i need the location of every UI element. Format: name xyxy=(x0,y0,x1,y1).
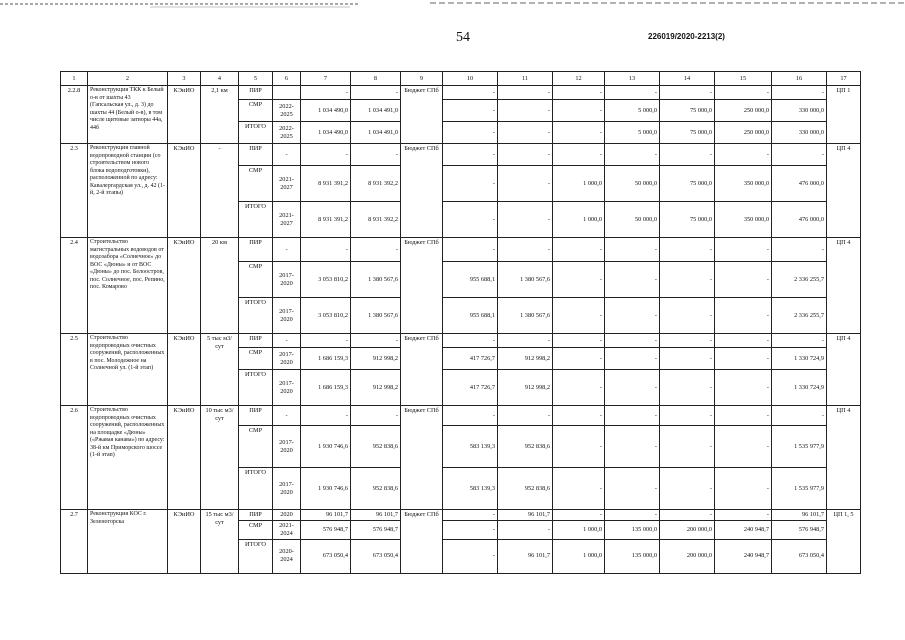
value-cell: 200 000,0 xyxy=(660,520,715,539)
value-cell: - xyxy=(301,238,351,262)
period: 2017-2020 xyxy=(273,370,301,406)
value-cell: - xyxy=(443,520,498,539)
column-header: 7 xyxy=(301,72,351,86)
value-cell: - xyxy=(301,86,351,100)
funding-source: Бюджет СПб xyxy=(401,334,443,406)
page-number: 54 xyxy=(456,30,470,45)
funding-source: Бюджет СПб xyxy=(401,144,443,238)
work-type: ПИР xyxy=(239,510,273,521)
value-cell: - xyxy=(605,238,660,262)
value-cell: - xyxy=(553,122,605,144)
column-header: 2 xyxy=(88,72,168,86)
value-cell: 955 688,1 xyxy=(443,298,498,334)
table-row xyxy=(61,406,861,426)
funding-source: Бюджет СПб xyxy=(401,406,443,510)
value-cell: - xyxy=(443,406,498,426)
value-cell: - xyxy=(605,334,660,348)
value-cell: - xyxy=(605,510,660,521)
value-cell: - xyxy=(715,334,772,348)
period: 2021-2024 xyxy=(273,520,301,539)
table-row xyxy=(61,238,861,262)
period: 2017-2020 xyxy=(273,348,301,370)
capacity: - xyxy=(201,144,239,238)
value-cell: - xyxy=(498,334,553,348)
value-cell: - xyxy=(443,86,498,100)
object-name: Строительство водопроводных очистных сооружений, расположенных на площадке «Дюны» («Ржавая канава») по адресу: 38-й км Приморского шоссе (1-й этап) xyxy=(88,406,168,510)
target-indicator: ЦП 4 xyxy=(827,144,861,238)
work-type: ИТОГО xyxy=(239,370,273,406)
value-cell: - xyxy=(660,334,715,348)
column-header: 16 xyxy=(772,72,827,86)
responsible-body: КЭиИО xyxy=(168,510,201,574)
value-cell: 476 000,0 xyxy=(772,166,827,202)
value-cell: 50 000,0 xyxy=(605,166,660,202)
work-type: ПИР xyxy=(239,144,273,166)
value-cell: 1 000,0 xyxy=(553,539,605,573)
row-number: 2.4 xyxy=(61,238,88,334)
work-type: ИТОГО xyxy=(239,298,273,334)
row-number: 2.7 xyxy=(61,510,88,574)
table-header xyxy=(61,72,861,86)
value-cell: - xyxy=(715,510,772,521)
value-cell: 417 726,7 xyxy=(443,348,498,370)
responsible-body: КЭиИО xyxy=(168,86,201,144)
value-cell: 1 535 977,9 xyxy=(772,468,827,510)
value-cell: - xyxy=(660,262,715,298)
funding-source: Бюджет СПб xyxy=(401,86,443,144)
value-cell: - xyxy=(498,144,553,166)
target-indicator: ЦП 4 xyxy=(827,238,861,334)
value-cell: - xyxy=(553,468,605,510)
value-cell: 583 139,3 xyxy=(443,426,498,468)
period: - xyxy=(273,334,301,348)
work-type: СМР xyxy=(239,166,273,202)
value-cell: 330 000,0 xyxy=(772,100,827,122)
funding-source: Бюджет СПб xyxy=(401,510,443,574)
value-cell: 1 000,0 xyxy=(553,520,605,539)
row-number: 2.6 xyxy=(61,406,88,510)
value-cell: - xyxy=(605,426,660,468)
table-row xyxy=(61,144,861,166)
object-name: Строительство водопроводных очистных сооружений, расположенных в пос. Молодежное на Солнечной ул. (1-й этап) xyxy=(88,334,168,406)
value-cell: 350 000,0 xyxy=(715,202,772,238)
value-cell: - xyxy=(553,334,605,348)
value-cell: 1 380 567,6 xyxy=(351,262,401,298)
table-row xyxy=(61,510,861,521)
value-cell: 1 330 724,9 xyxy=(772,348,827,370)
period: 2022-2025 xyxy=(273,100,301,122)
target-indicator: ЦП 1, 5 xyxy=(827,510,861,574)
value-cell: 8 931 392,2 xyxy=(351,202,401,238)
period: 2020 xyxy=(273,510,301,521)
period: 2020-2024 xyxy=(273,539,301,573)
column-header: 17 xyxy=(827,72,861,86)
value-cell: 5 000,0 xyxy=(605,100,660,122)
value-cell: - xyxy=(715,406,772,426)
value-cell: 75 000,0 xyxy=(660,202,715,238)
responsible-body: КЭиИО xyxy=(168,334,201,406)
column-header: 9 xyxy=(401,72,443,86)
value-cell: 583 139,3 xyxy=(443,468,498,510)
work-type: ПИР xyxy=(239,238,273,262)
period: 2022-2025 xyxy=(273,122,301,144)
value-cell: 673 050,4 xyxy=(301,539,351,573)
value-cell: 1 000,0 xyxy=(553,202,605,238)
period: 2017-2020 xyxy=(273,468,301,510)
value-cell: 135 000,0 xyxy=(605,539,660,573)
value-cell: - xyxy=(301,144,351,166)
value-cell: 576 948,7 xyxy=(301,520,351,539)
value-cell: - xyxy=(660,406,715,426)
value-cell: - xyxy=(715,262,772,298)
responsible-body: КЭиИО xyxy=(168,406,201,510)
value-cell: - xyxy=(498,406,553,426)
value-cell: - xyxy=(772,406,827,426)
value-cell: 96 101,7 xyxy=(772,510,827,521)
period: 2017-2020 xyxy=(273,298,301,334)
capacity: 15 тыс м3/сут xyxy=(201,510,239,574)
capacity: 20 км xyxy=(201,238,239,334)
value-cell: - xyxy=(715,370,772,406)
value-cell: 952 838,6 xyxy=(351,426,401,468)
value-cell: - xyxy=(772,86,827,100)
value-cell: - xyxy=(660,298,715,334)
target-indicator: ЦП 4 xyxy=(827,406,861,510)
value-cell: - xyxy=(605,262,660,298)
value-cell: 240 948,7 xyxy=(715,520,772,539)
value-cell: 576 948,7 xyxy=(772,520,827,539)
value-cell: 952 838,6 xyxy=(498,468,553,510)
value-cell: - xyxy=(605,298,660,334)
column-header: 13 xyxy=(605,72,660,86)
value-cell: 330 000,0 xyxy=(772,122,827,144)
value-cell: - xyxy=(660,238,715,262)
value-cell: 3 053 810,2 xyxy=(301,298,351,334)
value-cell: - xyxy=(605,86,660,100)
work-type: ПИР xyxy=(239,406,273,426)
row-number: 2.5 xyxy=(61,334,88,406)
value-cell: 96 101,7 xyxy=(498,510,553,521)
value-cell: - xyxy=(553,370,605,406)
value-cell: - xyxy=(715,348,772,370)
object-name: Реконструкция КОС г. Зеленогорска xyxy=(88,510,168,574)
work-type: СМР xyxy=(239,426,273,468)
value-cell: - xyxy=(351,144,401,166)
responsible-body: КЭиИО xyxy=(168,144,201,238)
value-cell: - xyxy=(351,406,401,426)
value-cell: - xyxy=(443,334,498,348)
value-cell: 673 050,4 xyxy=(772,539,827,573)
period: - xyxy=(273,144,301,166)
value-cell: - xyxy=(443,539,498,573)
value-cell: 952 838,6 xyxy=(498,426,553,468)
column-header: 15 xyxy=(715,72,772,86)
value-cell: - xyxy=(660,144,715,166)
table-row xyxy=(61,334,861,348)
value-cell: - xyxy=(660,426,715,468)
object-name: Реконструкция ТКК к Белый о-в от шахты 43 (Гапсальская ул., д. 3) до шахты 44 (Белый о-в), в том числе щитовые затворы 44а, 44б xyxy=(88,86,168,144)
value-cell: 8 931 392,2 xyxy=(351,166,401,202)
value-cell: - xyxy=(553,406,605,426)
column-header: 1 xyxy=(61,72,88,86)
row-number: 2.3 xyxy=(61,144,88,238)
budget-table xyxy=(60,71,861,574)
column-header: 8 xyxy=(351,72,401,86)
value-cell: - xyxy=(351,334,401,348)
value-cell: - xyxy=(351,238,401,262)
value-cell: - xyxy=(498,166,553,202)
value-cell: 240 948,7 xyxy=(715,539,772,573)
value-cell: 576 948,7 xyxy=(351,520,401,539)
value-cell: - xyxy=(498,238,553,262)
value-cell: - xyxy=(715,238,772,262)
work-type: СМР xyxy=(239,348,273,370)
value-cell: 200 000,0 xyxy=(660,539,715,573)
value-cell: - xyxy=(553,262,605,298)
value-cell: - xyxy=(553,298,605,334)
value-cell: 96 101,7 xyxy=(351,510,401,521)
value-cell: - xyxy=(605,468,660,510)
value-cell: - xyxy=(605,406,660,426)
value-cell: 1 930 746,6 xyxy=(301,468,351,510)
object-name: Реконструкция главной водопроводной станции (со строительством нового блока водоподготовки), расположенной по адресу: Кавалергардская ул., д. 42 (1-й, 2-й этапы) xyxy=(88,144,168,238)
value-cell: 912 998,2 xyxy=(351,348,401,370)
period: 2017-2020 xyxy=(273,262,301,298)
value-cell: - xyxy=(351,86,401,100)
value-cell: - xyxy=(553,348,605,370)
period: - xyxy=(273,406,301,426)
value-cell: - xyxy=(553,238,605,262)
value-cell: 1 930 746,6 xyxy=(301,426,351,468)
value-cell: 1 000,0 xyxy=(553,166,605,202)
value-cell: - xyxy=(553,100,605,122)
value-cell: - xyxy=(715,468,772,510)
column-header: 14 xyxy=(660,72,715,86)
value-cell: 1 686 159,3 xyxy=(301,370,351,406)
value-cell: 1 330 724,9 xyxy=(772,370,827,406)
value-cell: 3 053 810,2 xyxy=(301,262,351,298)
value-cell: - xyxy=(553,426,605,468)
value-cell: - xyxy=(715,86,772,100)
value-cell: 1 034 491,0 xyxy=(351,100,401,122)
column-header: 12 xyxy=(553,72,605,86)
value-cell: 96 101,7 xyxy=(301,510,351,521)
value-cell: - xyxy=(660,370,715,406)
period: 2017-2020 xyxy=(273,426,301,468)
value-cell: - xyxy=(301,334,351,348)
value-cell: - xyxy=(553,86,605,100)
value-cell: 8 931 391,2 xyxy=(301,202,351,238)
value-cell: 1 034 490,0 xyxy=(301,122,351,144)
value-cell: - xyxy=(660,468,715,510)
value-cell: 96 101,7 xyxy=(498,539,553,573)
value-cell: - xyxy=(660,510,715,521)
value-cell: 8 931 391,2 xyxy=(301,166,351,202)
value-cell: 350 000,0 xyxy=(715,166,772,202)
value-cell: 1 535 977,9 xyxy=(772,426,827,468)
work-type: СМР xyxy=(239,520,273,539)
value-cell: - xyxy=(443,122,498,144)
value-cell: 1 380 567,6 xyxy=(498,262,553,298)
period: 2021-2027 xyxy=(273,166,301,202)
column-header: 3 xyxy=(168,72,201,86)
value-cell: - xyxy=(660,86,715,100)
value-cell: - xyxy=(443,202,498,238)
value-cell: 75 000,0 xyxy=(660,166,715,202)
work-type: ПИР xyxy=(239,86,273,100)
work-type: ИТОГО xyxy=(239,122,273,144)
value-cell: 5 000,0 xyxy=(605,122,660,144)
work-type: ИТОГО xyxy=(239,202,273,238)
work-type: ИТОГО xyxy=(239,539,273,573)
scan-artifact-line xyxy=(0,0,905,8)
value-cell: 75 000,0 xyxy=(660,100,715,122)
column-header: 11 xyxy=(498,72,553,86)
work-type: СМР xyxy=(239,100,273,122)
value-cell: - xyxy=(443,100,498,122)
value-cell: 1 034 491,0 xyxy=(351,122,401,144)
row-number: 2.2.8 xyxy=(61,86,88,144)
value-cell: 417 726,7 xyxy=(443,370,498,406)
value-cell: 250 000,0 xyxy=(715,122,772,144)
work-type: СМР xyxy=(239,262,273,298)
value-cell: - xyxy=(660,348,715,370)
value-cell: 955 688,1 xyxy=(443,262,498,298)
value-cell: 952 838,6 xyxy=(351,468,401,510)
value-cell: 2 336 255,7 xyxy=(772,262,827,298)
funding-source: Бюджет СПб xyxy=(401,238,443,334)
value-cell: - xyxy=(715,426,772,468)
value-cell: - xyxy=(498,100,553,122)
value-cell: 1 380 567,6 xyxy=(498,298,553,334)
value-cell: - xyxy=(498,86,553,100)
value-cell: - xyxy=(605,370,660,406)
period xyxy=(273,86,301,100)
value-cell: - xyxy=(301,406,351,426)
value-cell: 476 000,0 xyxy=(772,202,827,238)
value-cell: - xyxy=(443,238,498,262)
value-cell: 50 000,0 xyxy=(605,202,660,238)
target-indicator: ЦП 1 xyxy=(827,86,861,144)
value-cell: 1 686 159,3 xyxy=(301,348,351,370)
value-cell: 2 336 255,7 xyxy=(772,298,827,334)
period: 2021-2027 xyxy=(273,202,301,238)
responsible-body: КЭиИО xyxy=(168,238,201,334)
value-cell: - xyxy=(498,520,553,539)
value-cell: - xyxy=(772,238,827,262)
value-cell: - xyxy=(498,122,553,144)
value-cell: 75 000,0 xyxy=(660,122,715,144)
value-cell: - xyxy=(443,510,498,521)
value-cell: 250 000,0 xyxy=(715,100,772,122)
value-cell: - xyxy=(605,144,660,166)
column-header: 5 xyxy=(239,72,273,86)
value-cell: - xyxy=(605,348,660,370)
capacity: 2,1 км xyxy=(201,86,239,144)
value-cell: - xyxy=(553,510,605,521)
value-cell: 912 998,2 xyxy=(498,348,553,370)
column-header: 4 xyxy=(201,72,239,86)
value-cell: 135 000,0 xyxy=(605,520,660,539)
value-cell: - xyxy=(443,144,498,166)
value-cell: 1 380 567,6 xyxy=(351,298,401,334)
value-cell: - xyxy=(772,144,827,166)
value-cell: 1 034 490,0 xyxy=(301,100,351,122)
column-header: 10 xyxy=(443,72,498,86)
value-cell: - xyxy=(772,334,827,348)
object-name: Строительство магистральных водоводов от водозабора «Солнечное» до ВОС «Дюны» и от ВОС «Дюны» до пос. Белоостров, пос. Солнечное, пос. Репино, пос. Комарово xyxy=(88,238,168,334)
work-type: ИТОГО xyxy=(239,468,273,510)
capacity: 5 тыс м3/сут xyxy=(201,334,239,406)
value-cell: - xyxy=(715,298,772,334)
value-cell: - xyxy=(498,202,553,238)
column-header: 6 xyxy=(273,72,301,86)
value-cell: 912 998,2 xyxy=(498,370,553,406)
value-cell: 673 050,4 xyxy=(351,539,401,573)
target-indicator: ЦП 4 xyxy=(827,334,861,406)
document-id: 226019/2020-2213(2) xyxy=(648,32,725,41)
value-cell: - xyxy=(553,144,605,166)
value-cell: 912 998,2 xyxy=(351,370,401,406)
value-cell: - xyxy=(715,144,772,166)
table-row xyxy=(61,86,861,100)
capacity: 10 тыс м3/сут xyxy=(201,406,239,510)
work-type: ПИР xyxy=(239,334,273,348)
period: - xyxy=(273,238,301,262)
value-cell: - xyxy=(443,166,498,202)
